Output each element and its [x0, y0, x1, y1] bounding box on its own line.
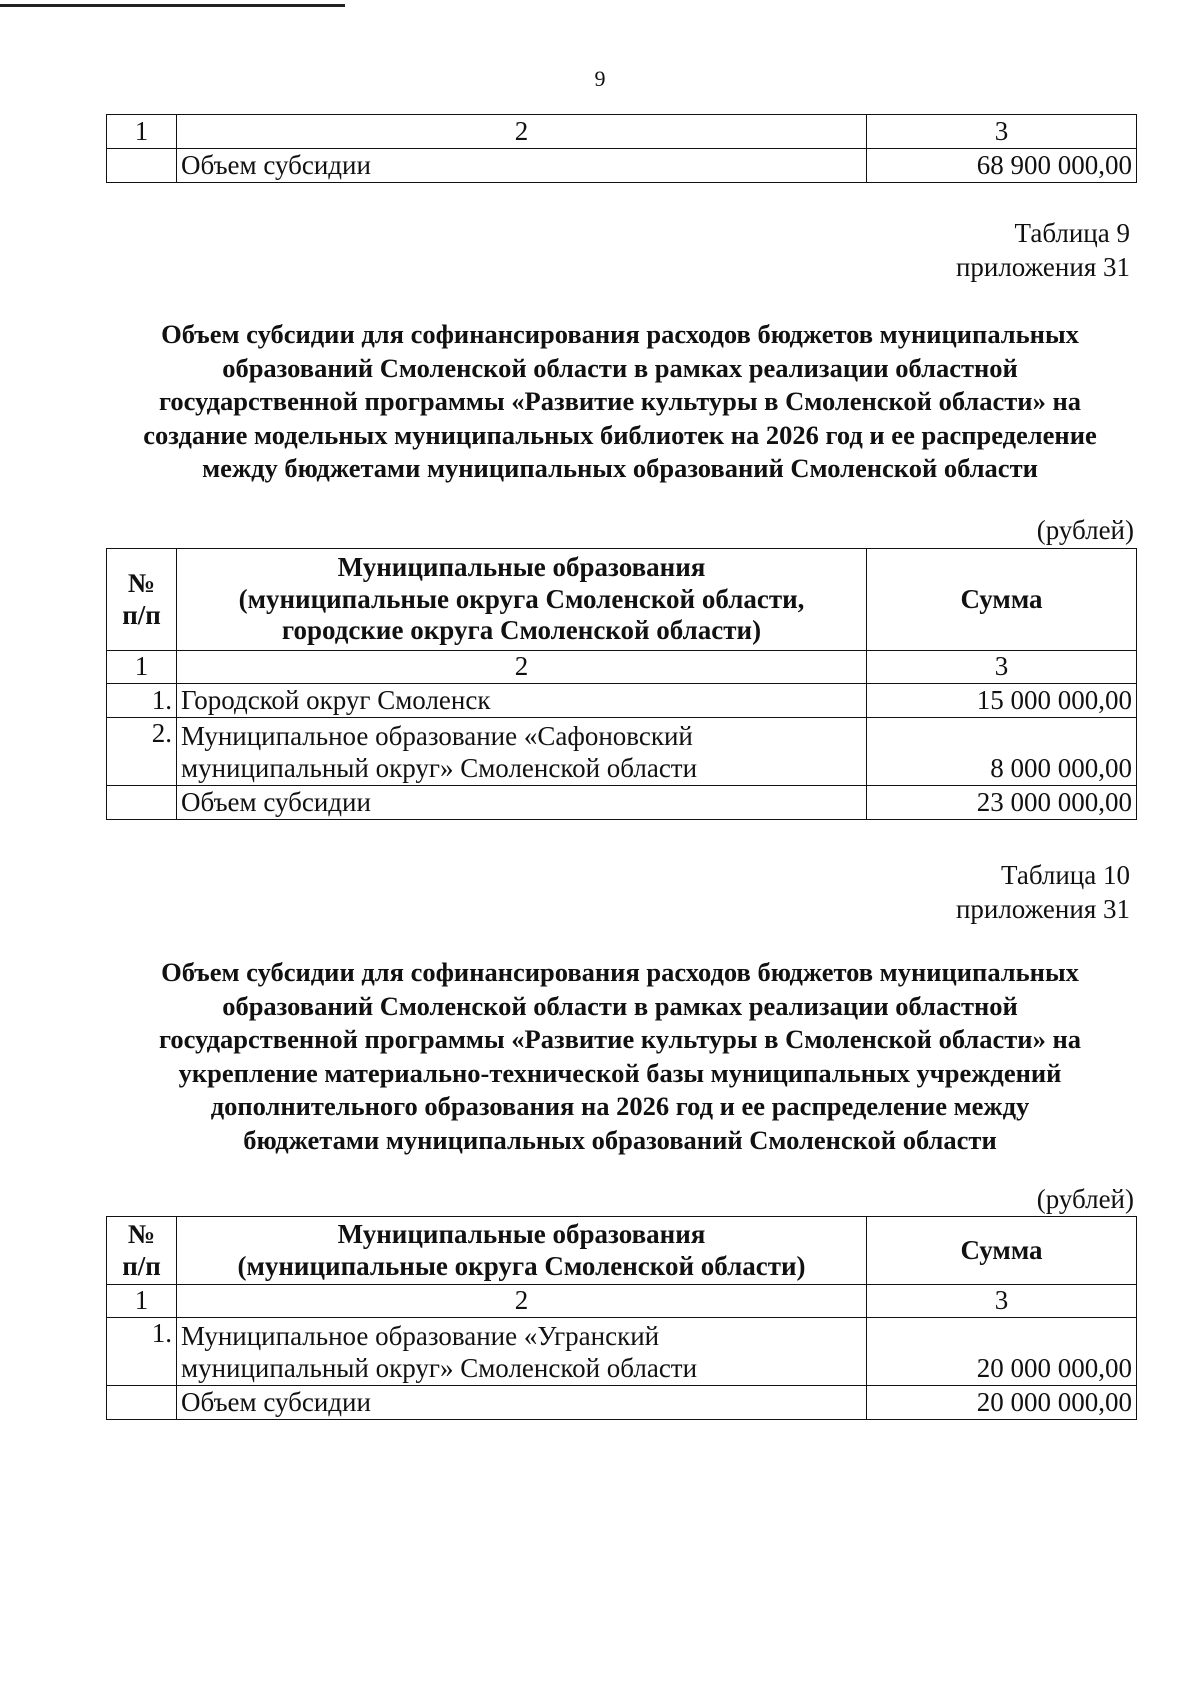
table-row — [107, 1318, 1137, 1386]
table-row — [107, 684, 1137, 718]
table9-caption — [956, 216, 1130, 284]
header-num: № п/п — [107, 1217, 177, 1285]
total-row — [107, 1386, 1137, 1420]
table9-title — [100, 318, 1140, 486]
num-cell: 1. — [107, 684, 177, 718]
sum-cell: 20 000 000,00 — [867, 1386, 1137, 1420]
top-rule — [0, 4, 345, 7]
table10-caption-line2: приложения 31 — [955, 894, 1130, 924]
index-cell: 2 — [177, 115, 867, 149]
num-cell: 2. — [107, 718, 177, 786]
index-cell: 1 — [107, 651, 177, 684]
header-name: Муниципальные образования (муниципальные округа Смоленской области) — [177, 1217, 867, 1285]
table10-title — [100, 956, 1140, 1158]
sum-cell: 23 000 000,00 — [867, 786, 1137, 820]
index-cell: 1 — [107, 1285, 177, 1318]
name-cell: Объем субсидии — [177, 149, 867, 183]
index-cell: 3 — [867, 115, 1137, 149]
page-number: 9 — [594, 66, 606, 91]
num-cell — [107, 1386, 177, 1420]
table10 — [106, 1216, 1137, 1420]
title-line: образований Смоленской области в рамках реализации областной — [222, 352, 1018, 383]
name-cell: Муниципальное образование «Угранский муниципальный округ» Смоленской области — [177, 1318, 867, 1386]
name-cell: Объем субсидии — [177, 786, 867, 820]
index-row — [107, 1285, 1137, 1318]
title-line: дополнительного образования на 2026 год и ее распределение между — [210, 1091, 1030, 1122]
table-row — [107, 718, 1137, 786]
num-cell — [107, 149, 177, 183]
sum-cell: 15 000 000,00 — [867, 684, 1137, 718]
num-cell: 1. — [107, 1318, 177, 1386]
index-cell: 3 — [867, 651, 1137, 684]
title-line: Объем субсидии для софинансирования расходов бюджетов муниципальных — [161, 957, 1079, 987]
table10-units: (рублей) — [1036, 1184, 1134, 1214]
title-line: между бюджетами муниципальных образований Смоленской области — [202, 453, 1038, 484]
sum-cell: 8 000 000,00 — [867, 718, 1137, 786]
header-row — [107, 549, 1137, 651]
table9-units: (рублей) — [1036, 515, 1134, 545]
title-line: государственной программы «Развитие культуры в Смоленской области» на — [159, 386, 1081, 417]
title-line: образований Смоленской области в рамках реализации областной — [222, 990, 1018, 1021]
index-cell: 2 — [177, 651, 867, 684]
index-cell: 3 — [867, 1285, 1137, 1318]
name-cell: Городской округ Смоленск — [177, 684, 867, 718]
table9-caption-line2: приложения 31 — [955, 252, 1130, 282]
table9-caption-line1: Таблица 9 — [1014, 218, 1130, 248]
title-line: Объем субсидии для софинансирования расходов бюджетов муниципальных — [161, 319, 1079, 349]
table10-caption-line1: Таблица 10 — [1001, 860, 1130, 890]
sum-cell: 20 000 000,00 — [867, 1318, 1137, 1386]
name-cell: Муниципальное образование «Сафоновский муниципальный округ» Смоленской области — [177, 718, 867, 786]
header-num: № п/п — [107, 549, 177, 651]
header-name: Муниципальные образования (муниципальные округа Смоленской области, городские округа Смоленской области) — [177, 549, 867, 651]
index-row — [107, 651, 1137, 684]
table10-caption — [956, 858, 1130, 926]
total-row — [107, 149, 1137, 183]
continuation-table — [106, 114, 1137, 183]
title-line: создание модельных муниципальных библиотек на 2026 год и ее распределение — [143, 419, 1097, 450]
total-row — [107, 786, 1137, 820]
sum-cell: 68 900 000,00 — [867, 149, 1137, 183]
table9 — [106, 548, 1137, 820]
index-row — [107, 115, 1137, 149]
header-sum: Сумма — [867, 1217, 1137, 1285]
title-line: государственной программы «Развитие культуры в Смоленской области» на — [159, 1024, 1081, 1055]
name-cell: Объем субсидии — [177, 1386, 867, 1420]
header-sum: Сумма — [867, 549, 1137, 651]
title-line: бюджетами муниципальных образований Смоленской области — [243, 1124, 997, 1155]
header-row — [107, 1217, 1137, 1285]
index-cell: 2 — [177, 1285, 867, 1318]
index-cell: 1 — [107, 115, 177, 149]
num-cell — [107, 786, 177, 820]
title-line: укрепление материально-технической базы муниципальных учреждений — [178, 1057, 1062, 1088]
